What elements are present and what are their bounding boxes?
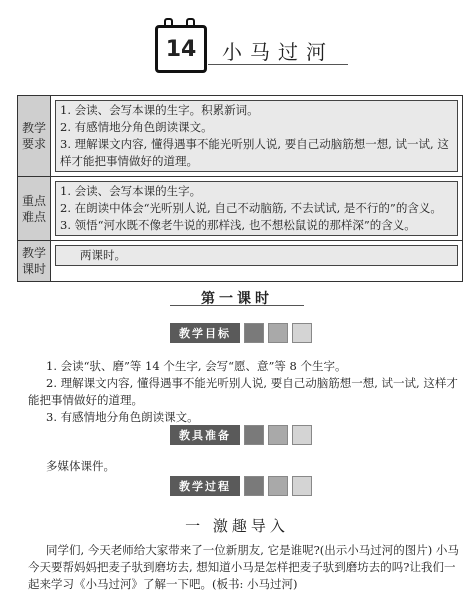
decor-square-icon xyxy=(244,323,264,343)
section-label-process xyxy=(170,476,312,496)
period-title: 第一课时 xyxy=(201,291,273,307)
row-content xyxy=(51,96,463,177)
step-paragraph: 同学们, 今天老师给大家带来了一位新朋友, 它是谁呢?(出示小马过河的图片) 小马今天要帮妈妈把麦子驮到磨坊去, 想知道小马是怎样把麦子驮到磨坊去的吗?让我们一起来学习《小马过河》了解一下吧。(板书: 小马过河) xyxy=(28,543,459,591)
section-tag: 教学过程 xyxy=(170,476,240,496)
decor-square-icon xyxy=(244,476,264,496)
row-label: 重点难点 xyxy=(18,177,51,241)
decor-square-icon xyxy=(292,476,312,496)
decor-square-icon xyxy=(268,476,288,496)
list-item: 3. 理解课文内容, 懂得遇事不能光听别人说, 要自己动脑筋想一想, 试一试, 这样才能把事情做好的道理。 xyxy=(60,137,449,168)
row-label: 教学要求 xyxy=(18,96,51,177)
table-row xyxy=(18,241,463,282)
section-label-goals xyxy=(170,323,312,343)
table-row xyxy=(18,177,463,241)
list-item: 1. 会读、会写本课的生字。 xyxy=(60,184,202,198)
section-tag: 教学目标 xyxy=(170,323,240,343)
list-item: 两课时。 xyxy=(80,248,126,262)
list-item: 3. 领悟“河水既不像老牛说的那样浅, 也不想松鼠说的那样深”的含义。 xyxy=(60,218,416,232)
list-item: 2. 理解课文内容, 懂得遇事不能光听别人说, 要自己动脑筋想一想, 试一试, 这样才能把事情做好的道理。 xyxy=(28,376,458,407)
lesson-number: 14 xyxy=(155,25,207,73)
lesson-title: 小马过河 xyxy=(222,40,334,64)
lesson-overview-table xyxy=(17,95,463,282)
decor-square-icon xyxy=(268,425,288,445)
table-row xyxy=(18,96,463,177)
row-label: 教学课时 xyxy=(18,241,51,282)
row-content xyxy=(51,241,463,282)
goals-list xyxy=(28,358,460,426)
list-item: 2. 有感情地分角色朗读课文。 xyxy=(60,120,213,134)
list-item: 1. 会读、会写本课的生字。积累新词。 xyxy=(60,103,259,117)
list-item: 1. 会读“驮、磨”等 14 个生字, 会写“愿、意”等 8 个生字。 xyxy=(46,359,347,373)
row-content xyxy=(51,177,463,241)
list-item: 3. 有感情地分角色朗读课文。 xyxy=(46,410,199,424)
decor-square-icon xyxy=(292,425,312,445)
decor-square-icon xyxy=(292,323,312,343)
prep-text: 多媒体课件。 xyxy=(46,459,115,473)
lesson-header xyxy=(150,10,350,72)
list-item: 2. 在朗读中体会“光听别人说, 自己不动脑筋, 不去试试, 是不行的”的含义。 xyxy=(60,201,442,215)
section-label-prep xyxy=(170,425,312,445)
decor-square-icon xyxy=(268,323,288,343)
period-underline xyxy=(170,305,304,306)
step-heading: 一 激趣导入 xyxy=(185,517,289,535)
title-underline xyxy=(208,64,348,65)
section-tag: 教具准备 xyxy=(170,425,240,445)
decor-square-icon xyxy=(244,425,264,445)
